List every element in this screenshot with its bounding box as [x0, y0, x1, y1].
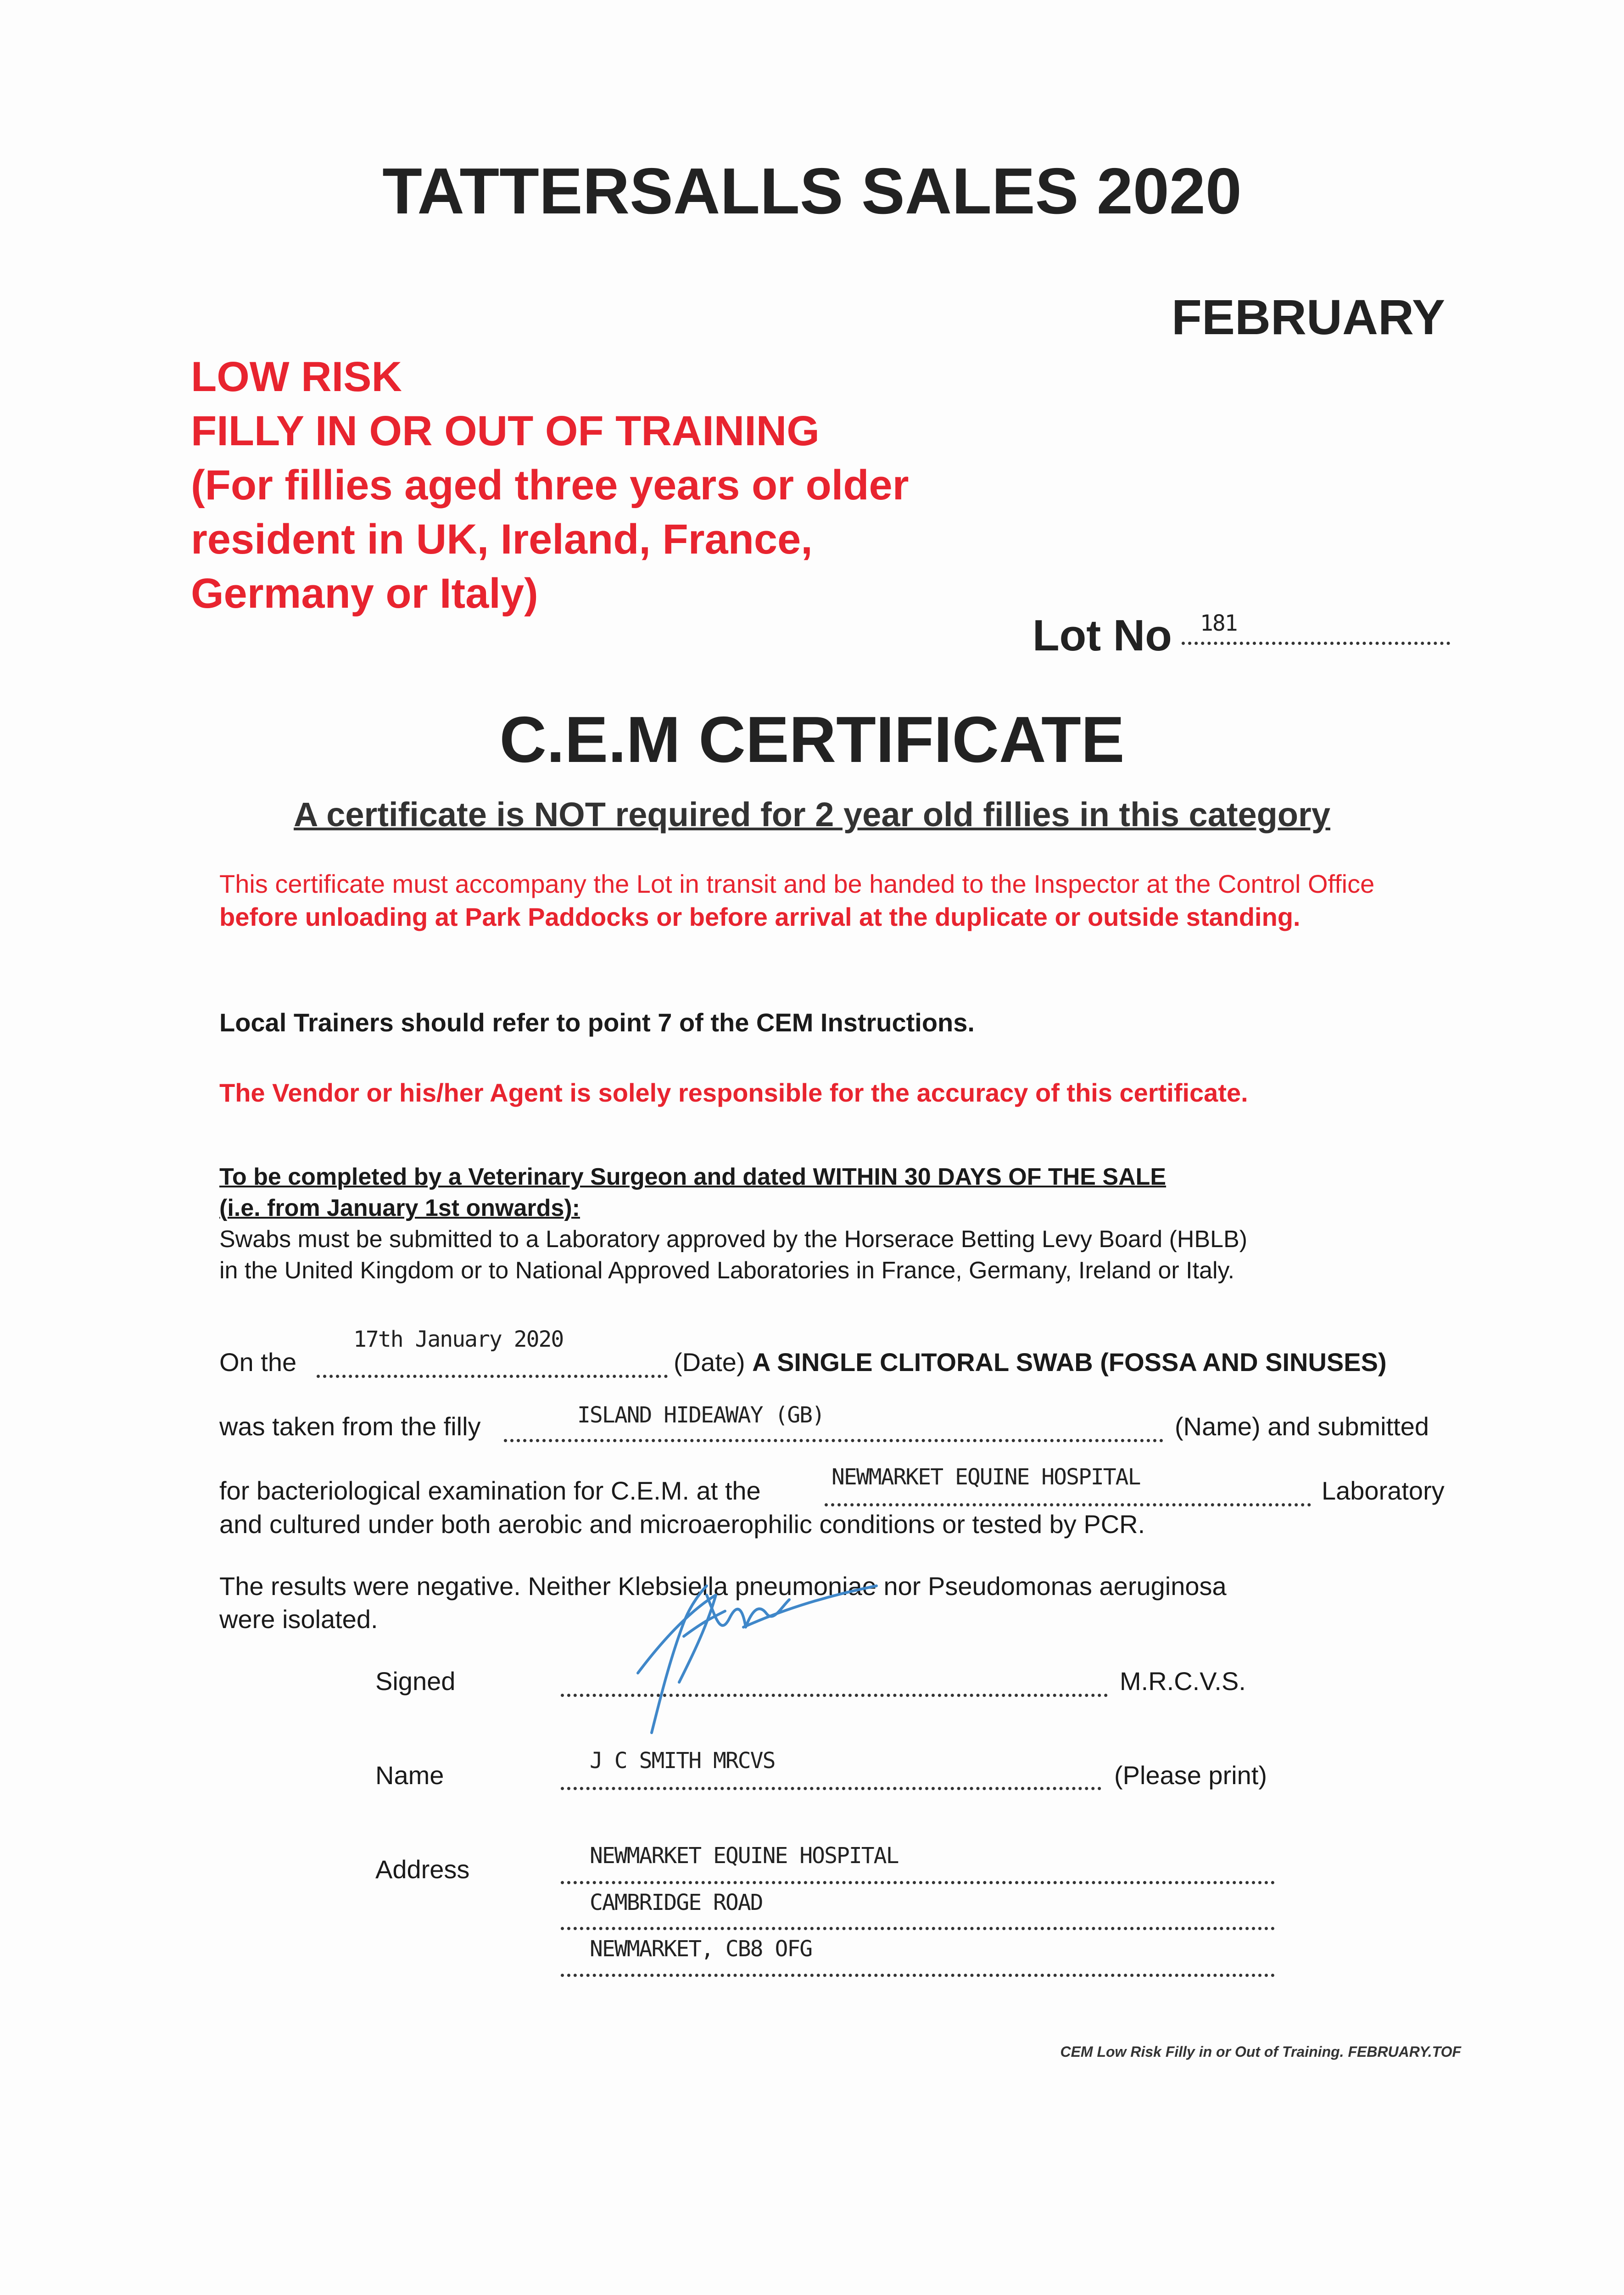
- results-line: were isolated.: [219, 1605, 378, 1634]
- category-line: LOW RISK: [191, 353, 402, 400]
- address-line-field[interactable]: NEWMARKET EQUINE HOSPITAL: [590, 1843, 899, 1869]
- lot-number-label: Lot No: [1032, 611, 1172, 660]
- name-label: Name: [375, 1761, 444, 1790]
- lot-number-value[interactable]: 181: [1200, 610, 1237, 636]
- category-block: [191, 350, 909, 621]
- laboratory-field[interactable]: NEWMARKET EQUINE HOSPITAL: [832, 1464, 1140, 1490]
- lab-field-line: [825, 1503, 1311, 1506]
- date-tail: [674, 1347, 1387, 1377]
- document-title: TATTERSALLS SALES 2020: [382, 155, 1242, 228]
- vet-name-field[interactable]: J C SMITH MRCVS: [590, 1748, 775, 1774]
- lot-number-field-line: [1182, 642, 1450, 645]
- transit-instructions: [219, 868, 1431, 934]
- vet-text: Swabs must be submitted to a Laboratory approved by the Horserace Betting Levy Board (HBLB): [219, 1226, 1248, 1253]
- form-reference: CEM Low Risk Filly in or Out of Training. FEBRUARY.TOF: [1060, 2043, 1461, 2060]
- culture-conditions: and cultured under both aerobic and microaerophilic conditions or tested by PCR.: [219, 1510, 1145, 1539]
- date-lead-label: On the: [219, 1348, 297, 1377]
- address-field-line: [561, 1881, 1275, 1884]
- swab-type: A SINGLE CLITORAL SWAB (FOSSA AND SINUSES): [752, 1348, 1387, 1377]
- category-line: Germany or Italy): [191, 570, 538, 617]
- category-line: resident in UK, Ireland, France,: [191, 516, 813, 563]
- filly-name-field[interactable]: ISLAND HIDEAWAY (GB): [577, 1402, 824, 1428]
- address-field-line: [561, 1974, 1275, 1977]
- date-field-line: [317, 1375, 668, 1378]
- transit-emphasis: before unloading at Park Paddocks or before arrival at the duplicate or outside standing.: [219, 902, 1300, 931]
- address-line-field[interactable]: NEWMARKET, CB8 OFG: [590, 1936, 812, 1962]
- mrcvs-suffix: M.R.C.V.S.: [1120, 1667, 1246, 1696]
- transit-text: This certificate must accompany the Lot in transit and be handed to the Inspector at the Control Office: [219, 869, 1375, 898]
- certificate-title: C.E.M CERTIFICATE: [499, 703, 1125, 776]
- sale-month: FEBRUARY: [1171, 289, 1445, 345]
- trainers-note: Local Trainers should refer to point 7 of the CEM Instructions.: [219, 1008, 975, 1037]
- vet-text: in the United Kingdom or to National Approved Laboratories in France, Germany, Ireland or Italy.: [219, 1257, 1235, 1284]
- date-field[interactable]: 17th January 2020: [353, 1327, 564, 1352]
- results-line: The results were negative. Neither Klebsiella pneumoniae nor Pseudomonas aeruginosa: [219, 1572, 1227, 1601]
- filly-lead-label: was taken from the filly: [219, 1412, 481, 1441]
- date-tail-label: (Date): [674, 1348, 753, 1377]
- name-field-line: [561, 1787, 1101, 1790]
- lab-lead-label: for bacteriological examination for C.E.M. at the: [219, 1476, 761, 1505]
- vet-heading-date: (i.e. from January 1st onwards):: [219, 1195, 580, 1221]
- vendor-responsibility: The Vendor or his/her Agent is solely responsible for the accuracy of this certificate.: [219, 1078, 1248, 1107]
- signed-label: Signed: [375, 1667, 456, 1696]
- certificate-requirement-note: A certificate is NOT required for 2 year old fillies in this category: [293, 795, 1331, 834]
- category-line: FILLY IN OR OUT OF TRAINING: [191, 408, 820, 454]
- address-line-field[interactable]: CAMBRIDGE ROAD: [590, 1890, 763, 1915]
- vet-instructions: [219, 1161, 1431, 1286]
- signature-image: [592, 1558, 886, 1742]
- filly-tail-label: (Name) and submitted: [1175, 1412, 1429, 1441]
- lab-tail-label: Laboratory: [1322, 1476, 1445, 1505]
- category-line: (For fillies aged three years or older: [191, 462, 909, 509]
- address-field-line: [561, 1927, 1275, 1930]
- please-print-hint: (Please print): [1114, 1761, 1267, 1790]
- address-label: Address: [375, 1855, 470, 1884]
- vet-heading: To be completed by a Veterinary Surgeon and dated WITHIN 30 DAYS OF THE SALE: [219, 1164, 1166, 1190]
- filly-field-line: [504, 1439, 1163, 1442]
